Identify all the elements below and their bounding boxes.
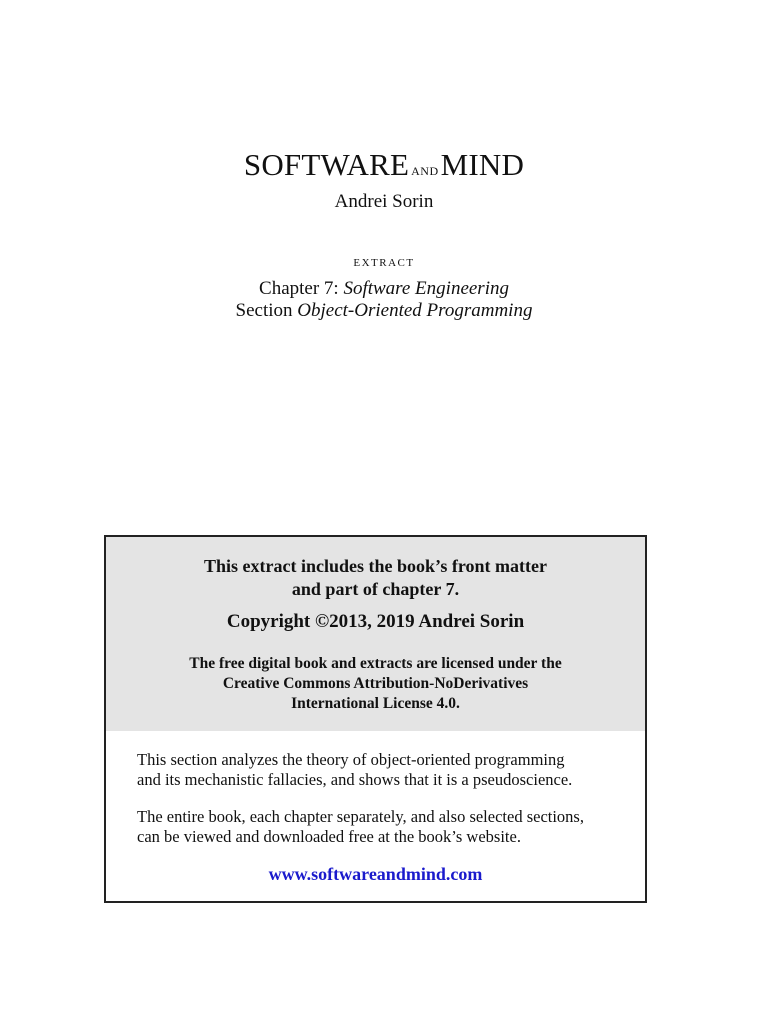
chapter-name: Software Engineering xyxy=(343,278,509,299)
title-software: SOFTWARE xyxy=(243,147,410,182)
description-line-2: and its mechanistic fallacies, and shows that it is a pseudoscience. xyxy=(137,770,573,789)
title-mind: MIND xyxy=(440,147,525,182)
notice-line-1: This extract includes the book’s front matter xyxy=(204,556,547,576)
copyright-notice: Copyright ©2013, 2019 Andrei Sorin xyxy=(226,611,525,632)
license-line-1: The free digital book and extracts are licensed under the xyxy=(189,655,562,672)
chapter-line xyxy=(0,277,768,301)
title-and: and xyxy=(411,160,439,179)
notice-panel xyxy=(106,537,645,731)
description-line-4: can be viewed and downloaded free at the book’s website. xyxy=(137,827,521,846)
description-line-3: The entire book, each chapter separately, and also selected sections, xyxy=(137,807,584,826)
extract-label: extract xyxy=(353,253,415,270)
section-prefix: Section xyxy=(235,300,298,321)
book-title xyxy=(0,146,768,189)
license-line-2: Creative Commons Attribution-NoDerivatives xyxy=(222,675,529,692)
author-name: Andrei Sorin xyxy=(334,191,434,212)
info-box xyxy=(104,535,647,903)
website-link[interactable]: www.softwareandmind.com xyxy=(268,864,483,884)
description-line-1: This section analyzes the theory of object-oriented programming xyxy=(137,750,565,769)
section-line xyxy=(0,299,768,323)
chapter-prefix: Chapter 7: xyxy=(259,278,344,299)
notice-line-2: and part of chapter 7. xyxy=(291,579,460,599)
license-line-3: International License 4.0. xyxy=(291,695,460,712)
description-panel xyxy=(106,731,645,901)
section-name: Object-Oriented Programming xyxy=(297,300,533,321)
